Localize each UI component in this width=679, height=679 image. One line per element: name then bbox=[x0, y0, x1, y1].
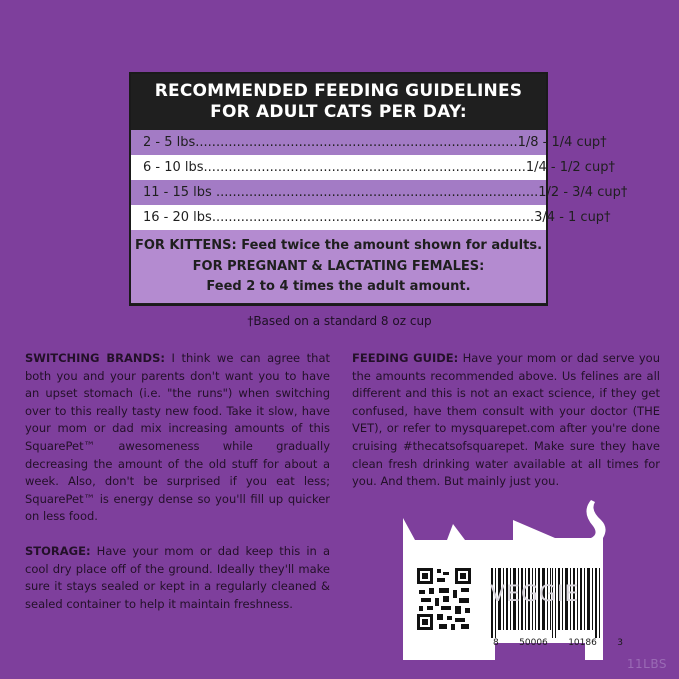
cup-amount: 3/4 - 1 cup† bbox=[534, 210, 611, 225]
feeding-text: Have your mom or dad serve you the amounts recommended above. Us felines are all different and this is not an exact science, if they get confused, have them consult with your doctor (THE VET), or refer to mysquarepet.com after you're done cruising #thecatsofsquarepet. Make sure they have clean fresh drinking water available at all times for you. And them. But mainly just you. bbox=[352, 351, 660, 489]
panel-title bbox=[131, 74, 546, 130]
feeding-table bbox=[131, 130, 628, 230]
dot-leader: .............................................................................. bbox=[195, 135, 518, 150]
dot-leader: .............................................................................. bbox=[211, 185, 539, 200]
storage-heading: STORAGE: bbox=[25, 543, 91, 558]
package-weight: 11LBS bbox=[626, 657, 667, 671]
switching-heading: SWITCHING BRANDS: bbox=[25, 351, 165, 365]
dot-leader: .............................................................................. bbox=[211, 210, 535, 225]
switching-text: I think we can agree that both you and your parents don't want you to have an upset stomach (i.e. "the runs") when switching over to this really tasty new food. Take it slow, have your mom or dad mix increasing amounts of this SquarePet™ awesomeness while gradually decreasing the amount of the old stuff for about a week. Also, don't be surprised if you eat less; SquarePet™ is energy dense so you'll fill up quicker on less food. bbox=[25, 351, 331, 524]
feeding-heading: FEEDING GUIDE: bbox=[352, 351, 459, 365]
storage-paragraph bbox=[25, 543, 330, 613]
barcode-digit-group: 3 bbox=[617, 638, 623, 648]
feeding-notes bbox=[131, 230, 546, 303]
table-row bbox=[131, 205, 611, 230]
barcode-digit-group: 8 bbox=[493, 638, 499, 648]
cup-amount: 1/2 - 3/4 cup† bbox=[538, 185, 628, 200]
right-column bbox=[352, 350, 660, 491]
barcode-watermark: VEGGIE bbox=[490, 582, 580, 607]
table-row bbox=[131, 130, 607, 155]
table-row bbox=[131, 180, 628, 205]
qr-code bbox=[415, 566, 473, 634]
weight-range: 6 - 10 lbs bbox=[143, 160, 204, 175]
kittens-note: FOR KITTENS: Feed twice the amount shown for adults. bbox=[134, 238, 543, 253]
weight-range: 11 - 15 lbs bbox=[143, 185, 212, 200]
feeding-guidelines-panel bbox=[129, 72, 628, 306]
panel-title-line2: FOR ADULT CATS PER DAY: bbox=[210, 102, 467, 122]
switching-brands-paragraph bbox=[25, 350, 330, 526]
cup-amount: 1/4 - 1/2 cup† bbox=[525, 160, 615, 175]
pregnant-note-line2: Feed 2 to 4 times the adult amount. bbox=[206, 279, 471, 294]
feeding-guide-paragraph bbox=[352, 350, 660, 491]
table-row bbox=[131, 155, 615, 180]
pregnant-note bbox=[131, 257, 546, 303]
barcode-number bbox=[493, 638, 623, 648]
cup-amount: 1/8 - 1/4 cup† bbox=[517, 135, 607, 150]
barcode-digit-group: 50006 bbox=[519, 638, 548, 648]
storage-text: Have your mom or dad keep this in a cool dry place off of the ground. Ideally they'll make sure it stays sealed or kept in a regularly cleaned & sealed container to help it maintain freshness. bbox=[25, 543, 330, 611]
cup-footnote: †Based on a standard 8 oz cup bbox=[247, 314, 432, 328]
panel-title-line1: RECOMMENDED FEEDING GUIDELINES bbox=[154, 81, 523, 101]
weight-range: 2 - 5 lbs bbox=[143, 135, 196, 150]
weight-range: 16 - 20 lbs bbox=[143, 210, 212, 225]
dot-leader: .............................................................................. bbox=[203, 160, 526, 175]
pregnant-note-line1: FOR PREGNANT & LACTATING FEMALES: bbox=[192, 259, 485, 274]
left-column bbox=[25, 350, 330, 613]
barcode-digit-group: 10186 bbox=[568, 638, 597, 648]
